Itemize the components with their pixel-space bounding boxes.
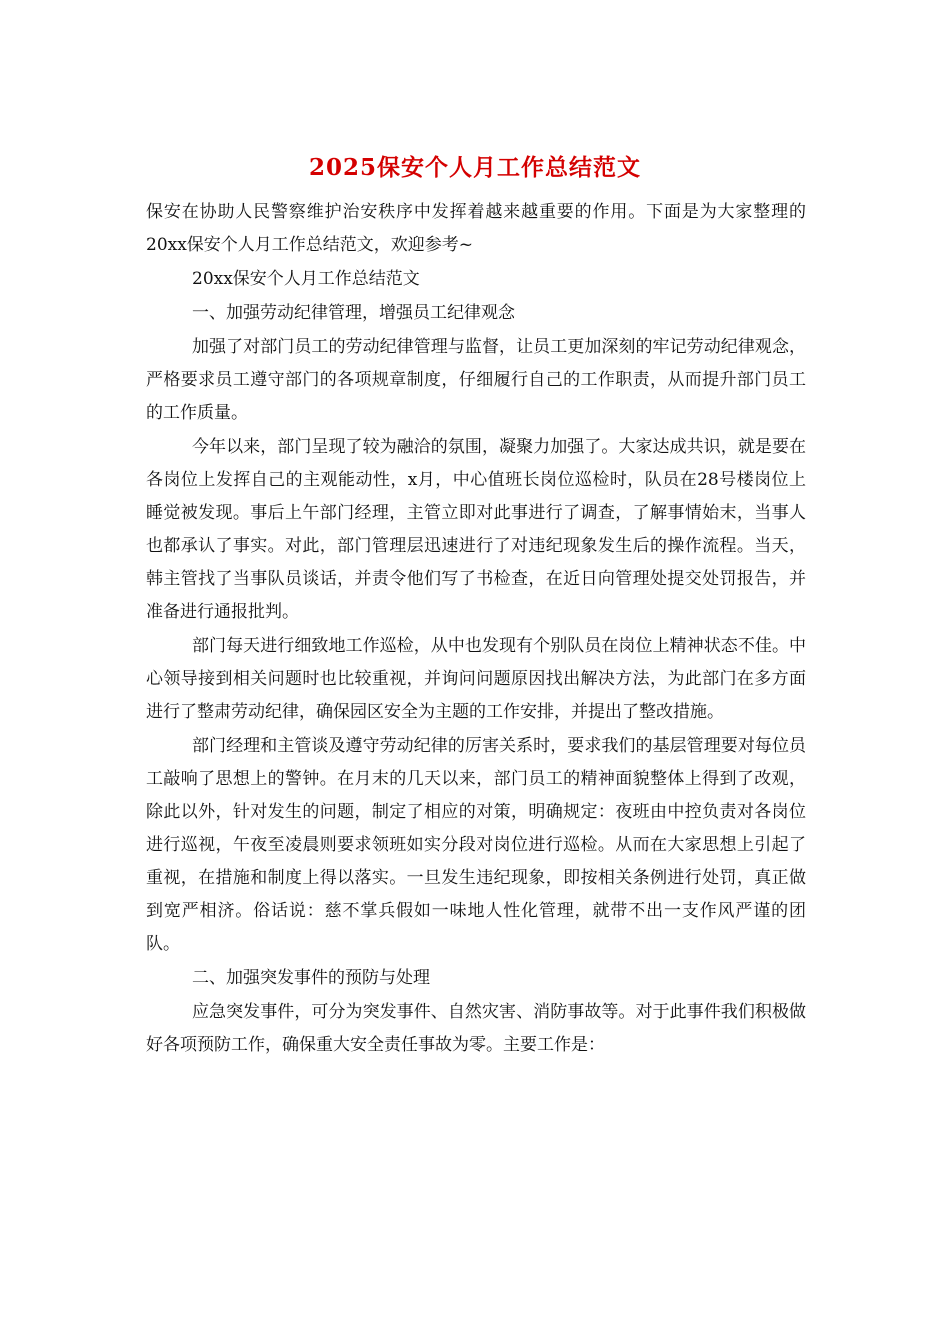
document-title: 2025保安个人月工作总结范文	[308, 154, 641, 181]
intro-paragraph: 保安在协助人民警察维护治安秩序中发挥着越来越重要的作用。下面是为大家整理的20xx保安个人月工作总结范文，欢迎参考~	[146, 202, 806, 255]
section-heading-2: 二、加强突发事件的预防与处理	[192, 968, 430, 988]
section-subtitle: 20xx保安个人月工作总结范文	[192, 269, 420, 289]
document-body	[146, 196, 806, 1063]
body-paragraph: 应急突发事件，可分为突发事件、自然灾害、消防事故等。对于此事件我们积极做好各项预防工作，确保重大安全责任事故为零。主要工作是：	[146, 1002, 806, 1055]
section-heading-1: 一、加强劳动纪律管理，增强员工纪律观念	[192, 303, 515, 323]
body-paragraph: 部门经理和主管谈及遵守劳动纪律的厉害关系时，要求我们的基层管理要对每位员工敲响了思想上的警钟。在月末的几天以来，部门员工的精神面貌整体上得到了改观，除此以外，针对发生的问题，制定了相应的对策，明确规定：夜班由中控负责对各岗位进行巡视，午夜至凌晨则要求领班如实分段对岗位进行巡检。从而在大家思想上引起了重视，在措施和制度上得以落实。一旦发生违纪现象，即按相关条例进行处罚，真正做到宽严相济。俗话说：慈不掌兵假如一味地人性化管理，就带不出一支作风严谨的团队。	[146, 736, 806, 954]
body-paragraph: 部门每天进行细致地工作巡检，从中也发现有个别队员在岗位上精神状态不佳。中心领导接到相关问题时也比较重视，并询问问题原因找出解决方法，为此部门在多方面进行了整肃劳动纪律，确保园区安全为主题的工作安排，并提出了整改措施。	[146, 636, 806, 722]
body-paragraph: 加强了对部门员工的劳动纪律管理与监督，让员工更加深刻的牢记劳动纪律观念，严格要求员工遵守部门的各项规章制度，仔细履行自己的工作职责，从而提升部门员工的工作质量。	[146, 337, 806, 423]
body-paragraph: 今年以来，部门呈现了较为融洽的氛围，凝聚力加强了。大家达成共识，就是要在各岗位上发挥自己的主观能动性，x月，中心值班长岗位巡检时，队员在28号楼岗位上睡觉被发现。事后上午部门经理，主管立即对此事进行了调查，了解事情始末，当事人也都承认了事实。对此，部门管理层迅速进行了对违纪现象发生后的操作流程。当天，韩主管找了当事队员谈话，并责令他们写了书检查，在近日向管理处提交处罚报告，并准备进行通报批判。	[146, 437, 806, 622]
